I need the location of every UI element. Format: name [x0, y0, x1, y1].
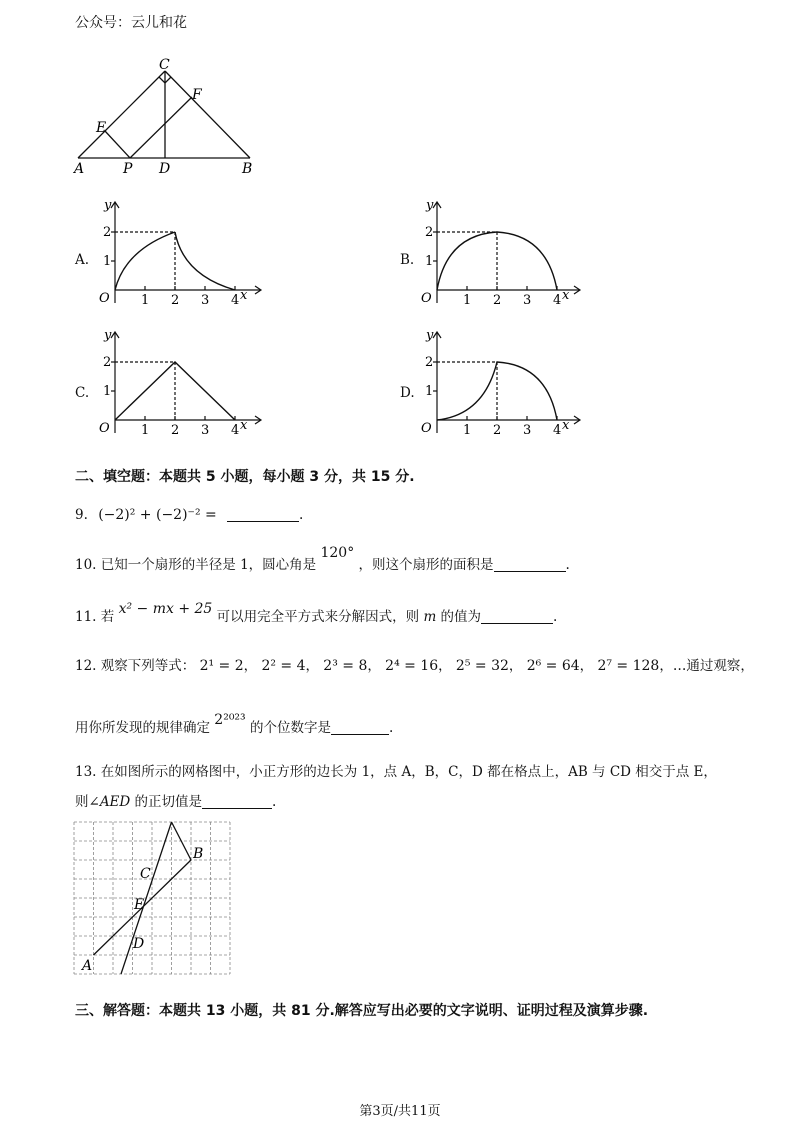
question-12-line2: 用你所发现的规律确定 2²⁰²³ 的个位数字是 . — [75, 712, 394, 736]
question-11: 11. 若 x² − mx + 25 可以用完全平方式来分解因式，则 m 的值为 . — [75, 601, 558, 625]
option-letter: D. — [400, 385, 415, 401]
svg-text:O: O — [99, 421, 110, 436]
question-13-line2: 则∠AED 的正切值是 . — [75, 794, 277, 810]
svg-text:y: y — [426, 198, 434, 213]
svg-text:2: 2 — [171, 423, 180, 438]
answer-blank[interactable] — [202, 794, 272, 809]
svg-text:1: 1 — [463, 293, 472, 308]
svg-text:2: 2 — [493, 423, 502, 438]
graph-d — [414, 325, 584, 440]
label-e: E — [96, 120, 107, 136]
triangle-figure — [70, 55, 270, 180]
label-a: A — [74, 161, 85, 177]
label-f: F — [192, 87, 202, 103]
svg-text:1: 1 — [425, 384, 434, 399]
graph-b — [414, 195, 584, 310]
svg-text:O: O — [421, 421, 432, 436]
option-c[interactable] — [75, 325, 265, 440]
graph-c — [95, 325, 265, 440]
label-b: B — [242, 161, 253, 177]
svg-text:x: x — [562, 418, 570, 433]
answer-blank[interactable] — [227, 507, 299, 522]
svg-text:1: 1 — [141, 423, 150, 438]
label-c: C — [159, 57, 170, 73]
svg-text:1: 1 — [425, 254, 434, 269]
svg-text:y: y — [104, 328, 112, 343]
svg-text:3: 3 — [523, 293, 532, 308]
svg-text:O: O — [99, 291, 110, 306]
option-b[interactable] — [400, 195, 590, 310]
page-footer: 第3页/共11页 — [359, 1104, 441, 1119]
svg-text:2: 2 — [493, 293, 502, 308]
answer-blank[interactable] — [494, 557, 566, 572]
answer-blank[interactable] — [481, 609, 553, 624]
grid-figure — [72, 820, 237, 980]
svg-text:4: 4 — [553, 423, 562, 438]
answer-blank[interactable] — [331, 720, 389, 735]
option-d[interactable] — [400, 325, 590, 440]
option-letter: B. — [400, 252, 415, 268]
svg-text:2: 2 — [425, 355, 434, 370]
svg-text:1: 1 — [141, 293, 150, 308]
svg-text:1: 1 — [463, 423, 472, 438]
svg-text:2: 2 — [171, 293, 180, 308]
label-d: D — [159, 161, 171, 177]
svg-text:y: y — [104, 198, 112, 213]
question-9: 9. (−2)² + (−2)⁻² = . — [75, 507, 304, 523]
svg-text:x: x — [240, 288, 248, 303]
section-3-title: 三、解答题：本题共 13 小题，共 81 分.解答应写出必要的文字说明、证明过程及演算步骤. — [75, 1003, 649, 1019]
svg-text:3: 3 — [201, 293, 210, 308]
svg-text:O: O — [421, 291, 432, 306]
svg-text:1: 1 — [103, 254, 112, 269]
section-2-title: 二、填空题：本题共 5 小题，每小题 3 分，共 15 分. — [75, 469, 415, 485]
svg-text:3: 3 — [523, 423, 532, 438]
svg-text:E: E — [134, 897, 145, 913]
svg-text:x: x — [240, 418, 248, 433]
question-13: 13. 在如图所示的网格图中，小正方形的边长为 1，点 A，B，C，D 都在格点上，AB 与 CD 相交于点 E， — [75, 764, 717, 780]
svg-text:4: 4 — [553, 293, 562, 308]
label-p: P — [123, 161, 133, 177]
option-letter: A. — [75, 252, 90, 268]
svg-text:3: 3 — [201, 423, 210, 438]
option-a[interactable] — [75, 195, 265, 310]
svg-text:B: B — [193, 846, 204, 862]
svg-text:4: 4 — [231, 293, 240, 308]
question-12: 12. 观察下列等式： 2¹ = 2， 2² = 4， 2³ = 8， 2⁴ = 16， 2⁵ = 32， 2⁶ = 64， 2⁷ = 128，…通过观察， — [75, 658, 754, 674]
svg-text:A: A — [82, 958, 93, 974]
svg-text:x: x — [562, 288, 570, 303]
page-header: 公众号：云儿和花 — [75, 15, 187, 31]
svg-text:y: y — [426, 328, 434, 343]
svg-text:C: C — [140, 866, 151, 882]
svg-text:2: 2 — [103, 355, 112, 370]
svg-text:4: 4 — [231, 423, 240, 438]
graph-a — [95, 195, 265, 310]
svg-text:2: 2 — [425, 225, 434, 240]
svg-text:2: 2 — [103, 225, 112, 240]
svg-text:1: 1 — [103, 384, 112, 399]
question-10: 10. 已知一个扇形的半径是 1，圆心角是 120° ，则这个扇形的面积是 . — [75, 545, 570, 573]
svg-text:D: D — [133, 936, 145, 952]
option-letter: C. — [75, 385, 90, 401]
